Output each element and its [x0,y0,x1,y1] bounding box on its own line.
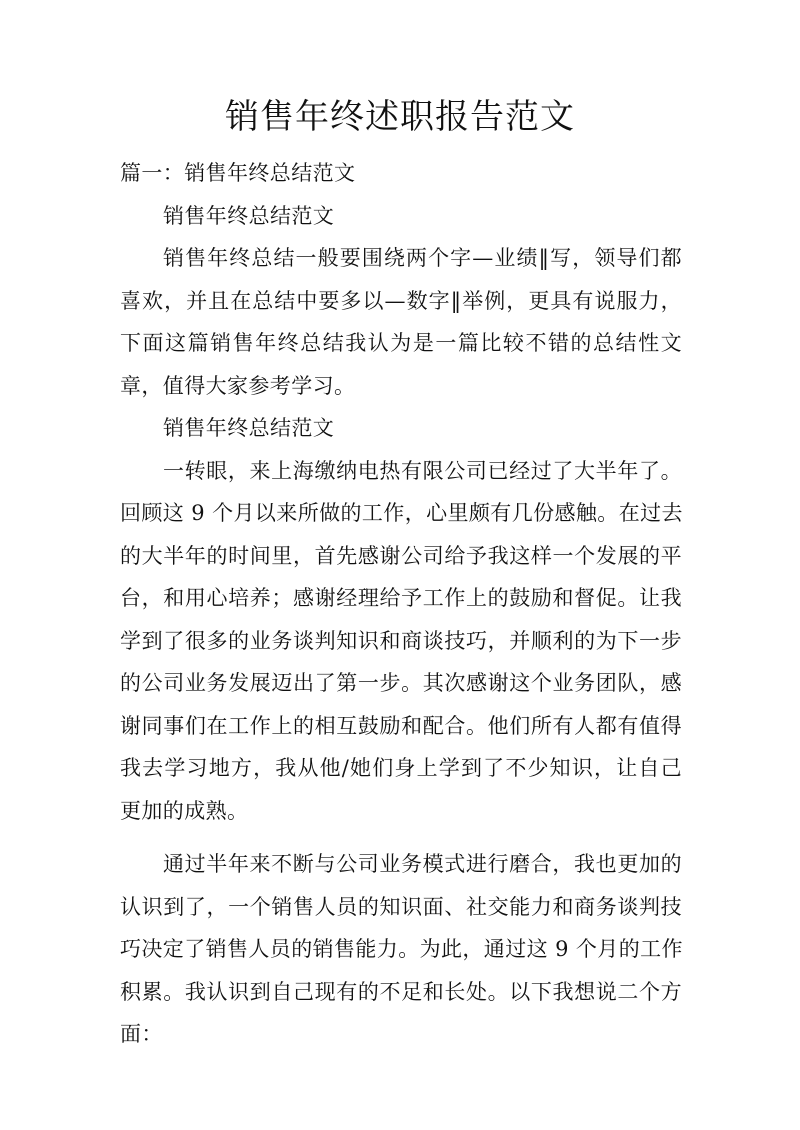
intro-line: 喜欢，并且在总结中要多以—数字‖举例，更具有说服力， [120,288,682,313]
paragraph-line: 认识到了，一个销售人员的知识面、社交能力和商务谈判技 [120,894,682,919]
paragraph-line: 积累。我认识到自己现有的不足和长处。以下我想说二个方 [120,979,682,1004]
section-heading: 篇一：销售年终总结范文 [120,161,356,185]
paragraph-line: 谢同事们在工作上的相互鼓励和配合。他们所有人都有值得 [120,713,682,738]
paragraph-spacer [120,832,682,843]
paragraph-line: 面： [120,1022,163,1046]
paragraph-line: 更加的成熟。 [120,798,249,823]
paragraph-line: 一转眼，来上海缴纳电热有限公司已经过了大半年了。 [163,458,682,483]
paragraph-line: 回顾这 9 个月以来所做的工作，心里颇有几份感触。在过去 [120,501,683,525]
intro-line: 销售年终总结一般要围绕两个字—业绩‖写，领导们都 [163,246,682,270]
paragraph-line: 巧决定了销售人员的销售能力。为此，通过这 9 个月的工作 [120,937,683,961]
document-body [120,152,682,1056]
paragraph-line: 台，和用心培养；感谢经理给予工作上的鼓励和督促。让我 [120,586,682,610]
paragraph-line: 的公司业务发展迈出了第一步。其次感谢这个业务团队，感 [120,671,682,695]
paragraph-line: 我去学习地方，我从他/她们身上学到了不少知识，让自己 [120,756,682,780]
paragraph-line: 的大半年的时间里，首先感谢公司给予我这样一个发展的平 [120,543,682,568]
intro-line: 下面这篇销售年终总结我认为是一篇比较不错的总结性文 [120,331,682,355]
subheading: 销售年终总结范文 [163,203,335,228]
subheading: 销售年终总结范文 [163,416,335,440]
document-title: 销售年终述职报告范文 [225,97,575,137]
intro-line: 章，值得大家参考学习。 [120,373,356,398]
paragraph-line: 通过半年来不断与公司业务模式进行磨合，我也更加的 [163,852,682,876]
paragraph-line: 学到了很多的业务谈判知识和商谈技巧，并顺利的为下一步 [120,628,682,653]
